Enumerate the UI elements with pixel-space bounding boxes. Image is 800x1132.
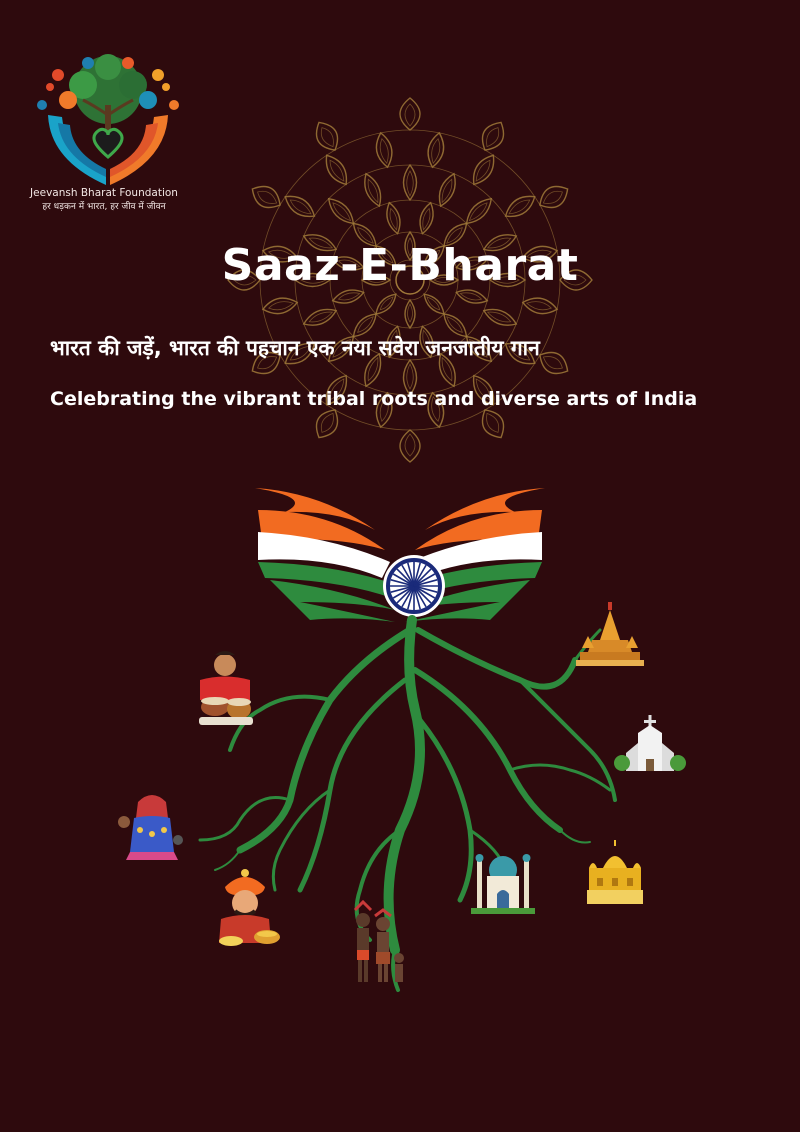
logo-tagline: हर धड़कन में भारत, हर जीव में जीवन bbox=[42, 202, 166, 212]
tribal-woman-icon bbox=[118, 795, 183, 860]
temple-icon bbox=[576, 602, 644, 666]
turbaned-man-icon bbox=[219, 869, 280, 946]
golden-temple-icon bbox=[587, 840, 643, 904]
logo-org-name: Jeevansh Bharat Foundation bbox=[30, 187, 178, 199]
church-icon bbox=[614, 715, 686, 771]
poster-subtitle: Celebrating the vibrant tribal roots and diverse arts of India bbox=[50, 388, 698, 410]
tabla-player-icon bbox=[199, 651, 253, 725]
poster-title: Saaz-E-Bharat bbox=[221, 240, 579, 291]
hindi-tagline: भारत की जड़ें, भारत की पहचान एक नया सवेरा जनजातीय गान bbox=[50, 336, 540, 360]
ashoka-chakra-icon bbox=[383, 555, 445, 617]
mosque-icon bbox=[471, 854, 535, 914]
roots-illustration bbox=[0, 470, 800, 1030]
